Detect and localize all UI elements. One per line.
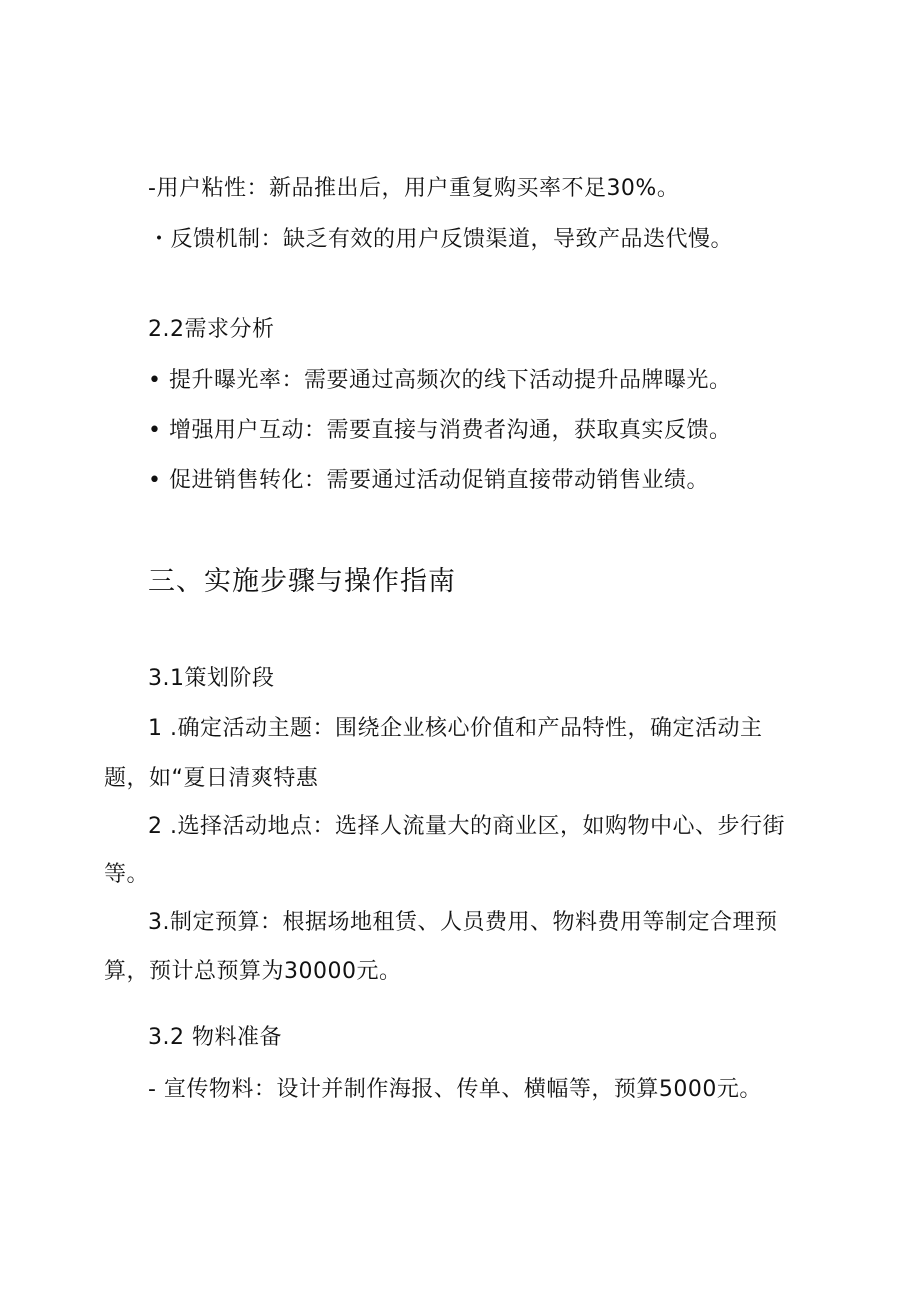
bullet-sales: • 促进销售转化：需要通过活动促销直接带动销售业绩。 — [148, 468, 709, 493]
section-title-2-2: 2.2需求分析 — [148, 317, 275, 342]
bullet-exposure: • 提升曝光率：需要通过高频次的线下活动提升品牌曝光。 — [148, 368, 732, 393]
text-line-user-stickiness: -用户粘性：新品推出后，用户重复购买率不足30%。 — [148, 176, 680, 201]
section-title-3-2: 3.2 物料准备 — [148, 1025, 282, 1050]
step-3-line-1: 3.制定预算：根据场地租赁、人员费用、物料费用等制定合理预 — [148, 910, 778, 935]
step-3-line-2: 算，预计总预算为30000元。 — [104, 959, 402, 984]
bullet-interaction: • 增强用户互动：需要直接与消费者沟通，获取真实反馈。 — [148, 418, 732, 443]
step-1-line-1: 1 .确定活动主题：围绕企业核心价值和产品特性，确定活动主 — [148, 716, 763, 741]
section-title-3-1: 3.1策划阶段 — [148, 666, 275, 691]
text-line-promo-materials: - 宣传物料：设计并制作海报、传单、横幅等，预算5000元。 — [148, 1077, 762, 1102]
step-1-line-2: 题，如“夏日清爽特惠 — [104, 766, 319, 791]
step-2-line-1: 2 .选择活动地点：选择人流量大的商业区，如购物中心、步行街 — [148, 814, 785, 839]
step-2-line-2: 等。 — [104, 862, 150, 887]
text-line-feedback-mechanism: ・反馈机制：缺乏有效的用户反馈渠道，导致产品迭代慢。 — [148, 227, 734, 252]
chapter-heading-3: 三、实施步骤与操作指南 — [148, 566, 456, 597]
